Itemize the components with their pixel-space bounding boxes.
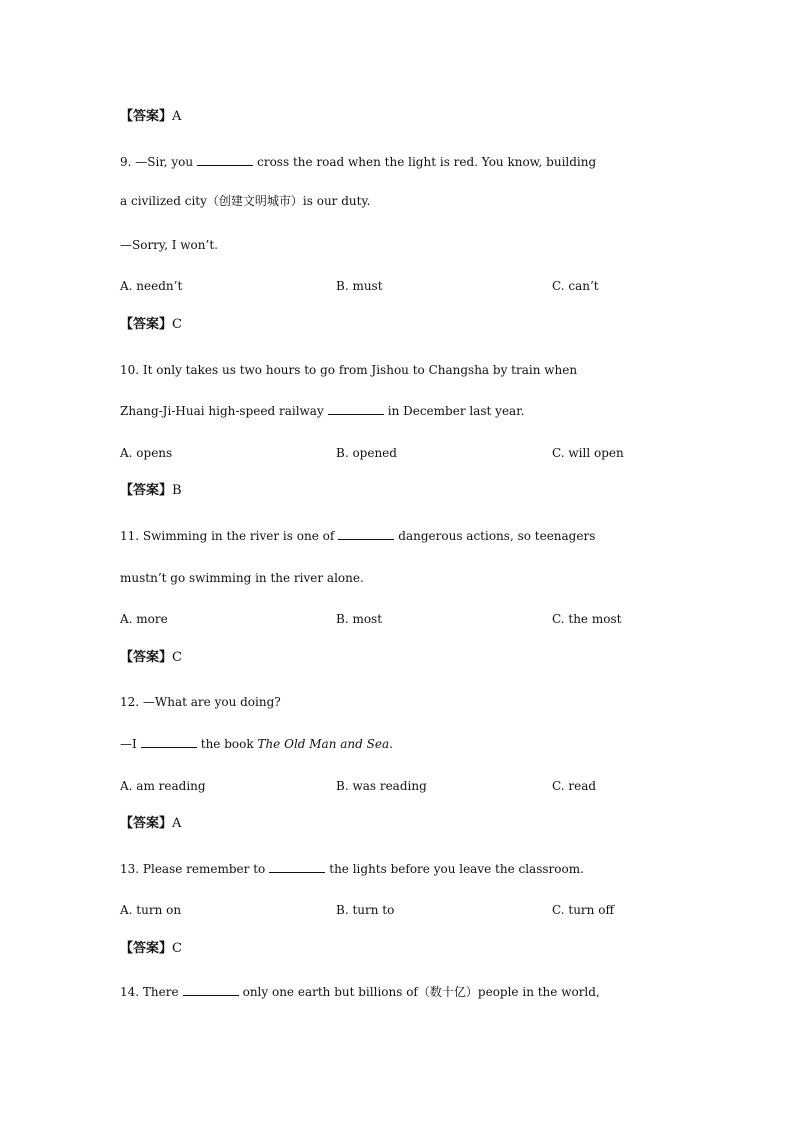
answer-value: A [172,109,182,124]
answer-label: 【答案】 [120,317,173,332]
answer-label: 【答案】 [120,109,173,124]
answer-blank [141,737,197,748]
question-text: ）is our duty. [290,194,371,208]
answer-label: 【答案】 [120,650,173,665]
answer-label: 【答案】 [120,816,173,831]
question-text: mustn’t go swimming in the river alone. [120,571,364,585]
option-c: C. will open [552,446,624,460]
question-text: in December last year. [387,404,525,418]
answer-blank [338,529,394,540]
answer-label: 【答案】 [120,483,173,498]
book-title: The Old Man and Sea [257,737,390,751]
question-11-line-2 [120,570,364,586]
question-number: 9. [120,155,132,169]
question-number: 11. [120,529,140,543]
answer-value: C [172,941,182,956]
question-text: . [389,737,393,751]
option-c: C. read [552,779,597,793]
question-14-line-1 [120,984,600,1000]
question-text: Please remember to [142,862,266,876]
question-text: the book [200,737,254,751]
question-13-line-1 [120,861,584,877]
question-text: dangerous actions, so teenagers [398,529,596,543]
option-b: B. turn to [336,903,395,917]
question-9-line-1 [120,154,596,170]
question-9-line-3 [120,237,218,253]
option-b: B. most [336,612,383,626]
question-12-line-2 [120,736,393,752]
answer-value: C [172,317,182,332]
option-a: A. opens [120,446,173,460]
chinese-gloss: 数十亿 [429,985,466,999]
option-c: C. can’t [552,279,599,293]
question-text: only one earth but billions of（ [242,985,430,999]
option-c: C. the most [552,612,622,626]
question-number: 14. [120,985,140,999]
question-text: a civilized city（ [120,194,219,208]
answer-blank [269,862,325,873]
question-9-line-2 [120,193,370,209]
question-text: Swimming in the river is one of [142,529,335,543]
question-number: 12. [120,695,140,709]
answer-line [120,941,182,957]
option-a: A. am reading [120,779,206,793]
question-text: the lights before you leave the classroom. [329,862,584,876]
question-text: It only takes us two hours to go from Jishou to Changsha by train when [142,363,578,377]
question-10-line-2 [120,403,524,419]
answer-label: 【答案】 [120,941,173,956]
answer-blank [197,155,253,166]
option-a: A. turn on [120,903,182,917]
question-number: 13. [120,862,140,876]
question-10-line-1 [120,362,577,378]
answer-value: C [172,650,182,665]
question-text: cross the road when the light is red. You know, building [257,155,597,169]
option-a: A. more [120,612,168,626]
option-c: C. turn off [552,903,614,917]
question-12-line-1 [120,694,281,710]
question-11-line-1 [120,528,595,544]
answer-line [120,483,182,499]
question-number: 10. [120,363,140,377]
answer-value: A [172,816,182,831]
answer-line [120,816,181,832]
question-text: —Sir, you [135,155,194,169]
option-b: B. was reading [336,779,427,793]
question-text: ）people in the world, [465,985,600,999]
option-a: A. needn’t [120,279,183,293]
answer-line [120,317,182,333]
answer-line [120,650,182,666]
question-text: Zhang-Ji-Huai high-speed railway [120,404,324,418]
answer-value: B [172,483,182,498]
question-text: —What are you doing? [142,695,281,709]
option-b: B. must [336,279,383,293]
question-text: —I [120,737,137,751]
chinese-gloss: 创建文明城市 [218,194,291,208]
answer-blank [183,985,239,996]
answer-line [120,109,181,125]
answer-blank [328,404,384,415]
question-text: There [142,985,179,999]
option-b: B. opened [336,446,397,460]
question-text: —Sorry, I won’t. [120,238,218,252]
